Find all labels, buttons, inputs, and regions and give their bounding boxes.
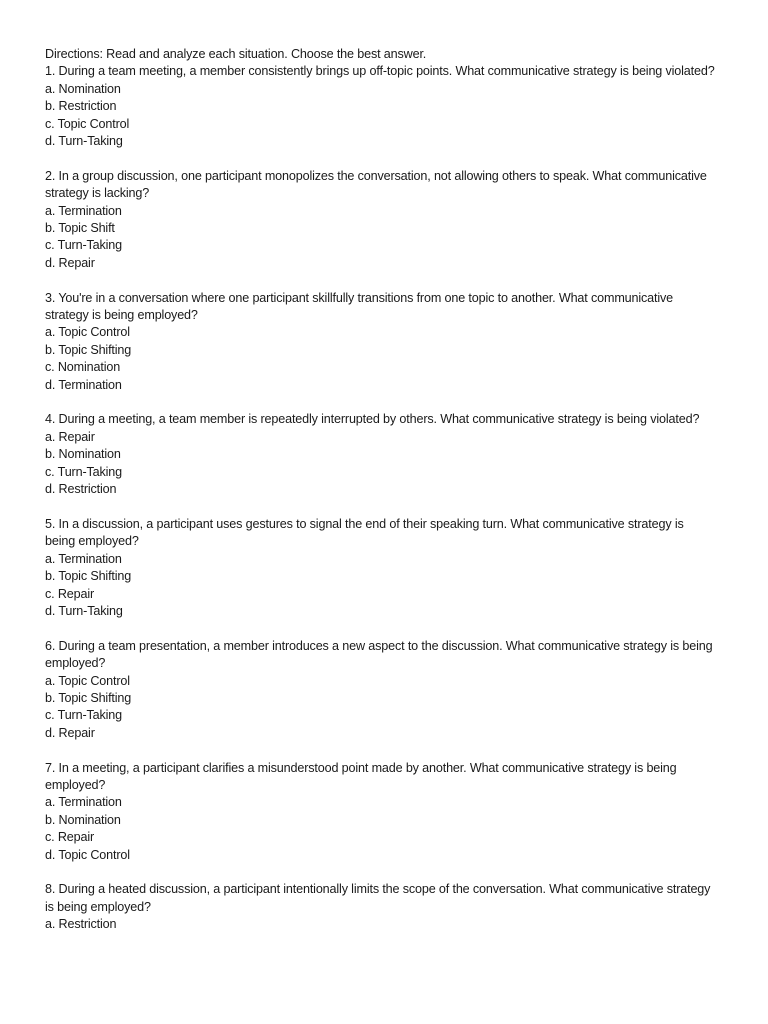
question-1 <box>45 63 715 150</box>
option-b: b. Topic Shifting <box>45 690 132 705</box>
option-d: d. Turn-Taking <box>45 134 123 149</box>
option-d: d. Repair <box>45 725 95 740</box>
question-stem: 4. During a meeting, a team member is repeatedly interrupted by others. What communicative strategy is being violated? <box>45 412 700 427</box>
option-b: b. Nomination <box>45 447 121 462</box>
option-a: a. Repair <box>45 429 95 444</box>
question-2 <box>45 168 715 272</box>
question-stem: 5. In a discussion, a participant uses gestures to signal the end of their speaking turn. What communicative strategy is being employed? <box>45 516 687 549</box>
option-a: a. Topic Control <box>45 325 130 340</box>
question-stem: 2. In a group discussion, one participant monopolizes the conversation, not allowing others to speak. What communicative strategy is lacking? <box>45 168 711 201</box>
option-a: a. Nomination <box>45 81 121 96</box>
option-b: b. Topic Shifting <box>45 569 132 584</box>
question-6 <box>45 638 715 742</box>
question-stem: 8. During a heated discussion, a participant intentionally limits the scope of the conversation. What communicative strategy is being employed? <box>45 882 714 914</box>
question-8 <box>45 881 715 933</box>
option-a: a. Termination <box>45 551 122 566</box>
option-c: c. Topic Control <box>45 116 130 131</box>
question-7 <box>45 760 715 864</box>
option-c: c. Turn-Taking <box>45 238 122 253</box>
option-a: a. Termination <box>45 203 122 218</box>
question-4 <box>45 411 715 498</box>
option-c: c. Repair <box>45 830 95 845</box>
question-5 <box>45 516 715 620</box>
question-stem: 7. In a meeting, a participant clarifies a misunderstood point made by another. What communicative strategy is being employed? <box>45 760 680 792</box>
question-stem: 1. During a team meeting, a member consistently brings up off-topic points. What communicative strategy is being violated? <box>45 64 715 79</box>
option-b: b. Topic Shifting <box>45 342 132 357</box>
option-d: d. Topic Control <box>45 847 130 862</box>
option-c: c. Repair <box>45 586 95 601</box>
option-d: d. Repair <box>45 255 95 270</box>
option-c: c. Nomination <box>45 360 121 375</box>
question-stem: 6. During a team presentation, a member introduces a new aspect to the discussion. What communicative strategy is being employed? <box>45 638 716 671</box>
option-b: b. Topic Shift <box>45 221 115 236</box>
option-d: d. Turn-Taking <box>45 603 123 618</box>
option-c: c. Turn-Taking <box>45 464 122 479</box>
option-d: d. Termination <box>45 377 122 392</box>
question-3 <box>45 290 715 394</box>
option-a: a. Restriction <box>45 917 117 932</box>
option-c: c. Turn-Taking <box>45 708 122 723</box>
option-a: a. Topic Control <box>45 673 130 688</box>
directions-text: Directions: Read and analyze each situation. Choose the best answer. <box>45 47 427 61</box>
question-stem: 3. You're in a conversation where one participant skillfully transitions from one topic to another. What communicative strategy is being employed? <box>45 290 677 323</box>
option-b: b. Nomination <box>45 812 121 827</box>
option-a: a. Termination <box>45 795 122 810</box>
worksheet-page <box>45 46 715 934</box>
option-d: d. Restriction <box>45 482 117 497</box>
option-b: b. Restriction <box>45 99 117 114</box>
